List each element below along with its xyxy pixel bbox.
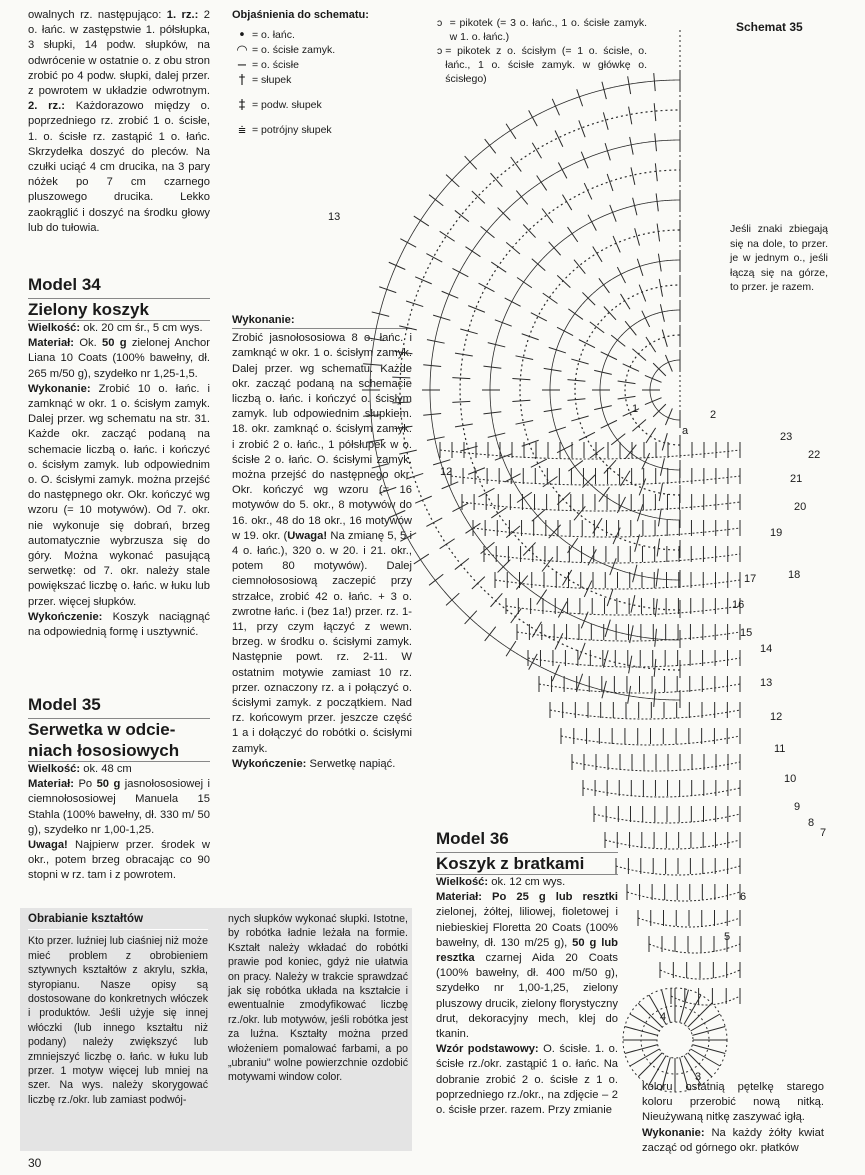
row-number-label: 3: [695, 1071, 702, 1083]
stitch-mark: [571, 416, 588, 421]
stitch-mark: [488, 433, 505, 437]
stitch-mark: [406, 473, 423, 479]
stitch-mark: [567, 380, 585, 382]
triple-treble-icon: ⩧: [238, 123, 246, 139]
stitch-mark: [628, 686, 631, 704]
stitch-mark: [516, 421, 534, 425]
border-row: [627, 892, 740, 901]
stitch-mark: [656, 193, 658, 211]
row-number-label: 17: [744, 573, 757, 585]
stitch-mark: [613, 236, 620, 253]
stitch-mark: [395, 426, 413, 428]
stitch-mark: [605, 143, 610, 160]
stitch-mark: [579, 643, 585, 660]
stitch-mark: [654, 73, 655, 91]
stitch-mark: [618, 396, 636, 399]
stitch-mark: [631, 595, 635, 613]
row-number-label: 15: [740, 627, 753, 639]
stitch-mark: [452, 503, 468, 511]
stitch-mark: [654, 103, 656, 121]
stitch-mark: [517, 492, 532, 502]
page-number: 30: [28, 1156, 42, 1170]
stitch-mark: [655, 163, 657, 181]
chain-stitch-icon: •: [238, 28, 246, 44]
stitch-mark: [603, 112, 608, 129]
stitch-mark: [511, 608, 522, 623]
border-row: [484, 554, 740, 563]
stitch-mark: [625, 445, 636, 459]
stitch-mark: [455, 424, 473, 427]
stitch-mark: [655, 599, 657, 617]
stitch-mark: [529, 110, 538, 126]
base-circle: [657, 1022, 693, 1058]
stitch-mark: [414, 216, 429, 226]
legend-label: = potrójny słupek: [252, 124, 332, 137]
stitch-mark: [491, 262, 506, 272]
stitch-mark: [603, 650, 608, 667]
stitch-mark: [590, 322, 604, 333]
stitch-mark: [506, 242, 520, 254]
row-number-label: 19: [770, 527, 783, 539]
stitch-mark: [562, 195, 571, 210]
stitch-mark: [452, 401, 470, 402]
stitch-mark: [392, 377, 410, 378]
stitch-mark: [366, 338, 384, 341]
stitch-mark: [633, 198, 637, 215]
stitch-mark: [584, 183, 592, 199]
stitch-mark: [433, 460, 450, 465]
stitch-mark: [446, 175, 459, 187]
stitch-mark: [426, 518, 442, 527]
model35-work: Wykonanie: Zrobić jasnołososiowa 8 o. łańc. i zamknąć w okr. 1 o. ścisłym zamyk. Dalej przer. wg schematu. Każde okr. zacząć podaną na schemacie liczbą o. łańc. i kończyć o. ścisłym zamyk. lub odpowiednim słupkiem. 18. okr. zamknąć o. ścisłym zamyk. i zrobić 2 o. łańc., 1 półsłupek w o. ścisłe 2 o. łańc. O. ścisłymi zamyk. można przejść do następnego okr. Okr. kończyć wg wzoru (= 16 motywów do 5. okr., 8 motywów do 16. okr., 48 do 18 okr., 16 motywów w 19. okr. (Uwaga! Na zmianę 5, 5 i 4 o. łańc.), 320 o. w 20. i 21. okr., potem 80 motywów). Dalej ciemnołososiową zaczepić przy strzałce, zrobić 42 o. łańc. + 3 o. zwrotne łańc. i (bez 1a!) przer. rz. 1-11, przy czym łączyć z wewn. brzeg. w środku o. ścisłymi zamyk. Następnie powt. rz. 2-11. W ostatnim motywie zamiast 10 rz. przer. oznaczony rz. a i połączyć o. ścisłymi zamyk. z początkiem. Nad rz. końcowym przer. jeszcze część 1 a i dołączyć do robótki o. ścisłymi zamyk. Wykończenie: Serwetkę napiąć.: [232, 314, 412, 770]
stitch-mark: [465, 156, 477, 169]
model36-title: Model 36: [436, 829, 509, 848]
stitch-mark: [423, 365, 441, 367]
stitch-mark: [452, 378, 470, 379]
stitch-mark: [568, 227, 578, 242]
stitch-mark: [427, 340, 445, 344]
stitch-mark: [543, 293, 558, 303]
stitch-mark: [658, 509, 661, 527]
base-spoke: [688, 1003, 712, 1027]
stitch-mark: [537, 175, 547, 190]
stitch-mark: [656, 569, 658, 587]
row-number-label: 11: [774, 743, 786, 755]
stitch-mark: [623, 364, 639, 371]
stitch-mark: [631, 167, 635, 185]
row-number-label: 1: [632, 403, 639, 415]
stitch-mark: [542, 557, 553, 571]
stitch-mark: [657, 224, 659, 242]
border-row: [583, 788, 740, 797]
legend-label: = o. ścisłe: [252, 59, 299, 72]
legend-label: = słupek: [252, 74, 292, 87]
legend-label: = o. łańc.: [252, 29, 295, 42]
stitch-mark: [543, 477, 558, 487]
model36-name: Koszyk z bratkami: [436, 853, 618, 875]
stitch-mark: [621, 471, 630, 486]
stitch-mark: [558, 602, 566, 618]
stitch-mark: [602, 82, 606, 99]
row-number-label: 23: [780, 431, 793, 443]
border-row: [605, 840, 740, 849]
stitch-mark: [465, 247, 480, 257]
stitch-mark: [506, 124, 516, 139]
stitch-mark: [655, 133, 657, 151]
row-number-label: 4: [660, 1011, 667, 1023]
stitch-mark: [568, 461, 583, 472]
border-row: [550, 710, 740, 719]
row-number-label: 7: [820, 827, 827, 839]
base-spoke: [692, 1027, 725, 1036]
stitch-mark: [406, 301, 423, 307]
model36-continued: koloru ostatnią pętelkę starego koloru przerobić nową nitką. Nieużywaną nitkę zaszywać igłą. Wykonanie: Na każdy żółty kwiat zacząć od górnego okr. płatków: [642, 1081, 824, 1154]
stitch-mark: [460, 446, 477, 451]
row-number-label: 21: [790, 473, 803, 485]
round-arc: [575, 285, 680, 495]
base-spoke: [684, 995, 701, 1024]
base-spoke: [638, 1003, 662, 1027]
row-number-label: 8: [808, 817, 815, 829]
base-spoke: [630, 1049, 659, 1066]
stitch-mark: [630, 137, 634, 155]
stitch-mark: [512, 400, 530, 401]
stitch-mark: [429, 195, 443, 206]
stitch-mark: [446, 593, 459, 605]
stitch-mark: [395, 351, 413, 353]
stitch-mark: [594, 370, 612, 374]
stitch-mark: [558, 162, 566, 178]
legend-title: Objaśnienia do schematu:: [232, 9, 369, 21]
stitch-mark: [488, 343, 505, 347]
stitch-mark: [498, 208, 511, 221]
stitch-mark: [630, 625, 634, 643]
row-number-label: 22: [808, 449, 821, 461]
stitch-mark: [621, 294, 630, 309]
stitch-mark: [544, 409, 562, 412]
stitch-mark: [392, 402, 410, 403]
stitch-mark: [633, 565, 637, 582]
stitch-mark: [522, 334, 539, 340]
stitch-mark: [468, 468, 485, 475]
row-number-label: 5: [724, 931, 731, 943]
stitch-mark: [582, 292, 595, 305]
stitch-mark: [440, 539, 455, 549]
intro-text: owalnych rz. następująco: 1. rz.: 2 o. łańc. w zastępstwie 1. półsłupka, 3 słupki, 14 podw. słupków, na odwrócenie w ostatnie o. z obu stron zrobić po 4 podw. słupki, dalej przer. z powrotem w układzie odwrotnym. 2. rz.: Każdorazowo między o. poprzedniego rz. zrobić 1 o. ścisłe, 1. o. ścisłe rz. zastąpić 1 o. łańc. Skrzydełka doszyć do pleców. Na czułki uciąć 4 cm drucika, na 3 pary nóżek po 7 cm czarnego pluszowego drucika. Lekko zaokrąglić i doszyć na środku głowy lub do tułowia.: [28, 9, 210, 234]
stitch-mark: [613, 528, 620, 545]
model34-name: Zielony koszyk: [28, 299, 210, 321]
border-row: [506, 606, 740, 615]
stitch-mark: [544, 368, 562, 371]
stitch-mark: [604, 306, 616, 319]
row-number-label: 20: [794, 501, 807, 513]
row-number-label: 9: [794, 801, 801, 813]
stitch-mark: [611, 335, 625, 346]
stitch-mark: [542, 208, 553, 222]
stitch-mark: [662, 433, 667, 450]
stitch-mark: [506, 641, 516, 656]
picot-sc-icon: ↄ: [437, 45, 443, 57]
stitch-mark: [452, 268, 468, 276]
sidebar-col1: Obrabianie kształtów Kto przer. luźniej lub ciaśniej niż może mieć problem z obrobieniem sztywnych kształtów z akrylu, szkła, styropianu. Nasze opisy są dostosowane do konkretnych włóczek i produktów. Jeśli użyje się innej włóczki (lub innego kształtu niż podany) należy zwiększyć lub zmniejszyć liczbę o. łańc. w łuku lub przer. 1 motyw więcej lub mniej na szer. Na wys. należy skorygować liczbę rz./okr. lub zamiast podwój-: [28, 913, 208, 1106]
sidebar-col2: nych słupków wykonać słupki. Istotne, by robótka ładnie leżała na formie. Kształt należy wkładać do robótki prawie pod koniec, gdyż nie ułatwia on pracy. Należy w trakcie sprawdzać jak się robótka układa na kształcie i ewentualnie zmodyfikować liczbę rz./okr. lub motywów, jeśli robótka jest za luźna. Kształty można przed włożeniem pomalować farbami, a po „ubraniu" wolne powierzchnie ozdobić motywami window color.: [228, 913, 408, 1084]
stitch-mark: [399, 326, 417, 330]
stitch-mark: [646, 428, 656, 443]
stitch-mark: [455, 353, 473, 356]
stitch-mark: [629, 107, 632, 125]
stitch-mark: [660, 304, 664, 322]
stitch-mark: [590, 447, 604, 458]
model35-section: Model 35 Serwetka w odcie- niach łososiowych Wielkość: ok. 48 cm Materiał: Po 50 g jasnołososiowej i ciemnołososiowej Manuela 15 Stahla (100% bawełny, dł. 330 m/ 50 g), szydełko nr 1,00-1,25. Uwaga! Najpierw przer. środek w okr., potem brzeg obracając co 90 stopni w rz. tam i z powrotem.: [28, 695, 211, 882]
stitch-mark: [366, 439, 384, 442]
model35-name-line1: Serwetka w odcie-: [28, 720, 176, 739]
stitch-mark: [511, 157, 522, 172]
legend-label: = podw. słupek: [252, 99, 322, 112]
double-crochet-icon: †: [238, 73, 246, 89]
stitch-mark: [400, 533, 416, 542]
round-arc: [400, 110, 680, 670]
base-spoke: [638, 1053, 662, 1077]
stitch-mark: [607, 174, 613, 191]
border-row: [649, 944, 740, 953]
stitch-mark: [602, 681, 606, 698]
stitch-mark: [455, 558, 469, 569]
row-number-label: 10: [784, 773, 797, 785]
treble-crochet-icon: ‡: [238, 98, 246, 114]
model35-title: Model 35: [28, 695, 101, 714]
stitch-mark: [632, 349, 646, 361]
stitch-mark: [537, 590, 547, 605]
stitch-mark: [472, 577, 485, 589]
row-number-label: 12: [440, 466, 453, 478]
base-spoke: [691, 1014, 720, 1031]
stitch-mark: [654, 689, 655, 707]
stitch-mark: [574, 506, 585, 520]
stitch-mark: [594, 406, 612, 410]
schema-title: Schemat 35: [736, 20, 803, 34]
stitch-mark: [639, 285, 646, 302]
stitch-mark: [658, 254, 661, 272]
stitch-mark: [593, 246, 602, 261]
row-number-label: 18: [788, 569, 801, 581]
picot-icon: ↄ: [437, 17, 443, 29]
row-number-label: 13: [328, 211, 341, 223]
schema-note: Jeśli znaki zbiegają się na dole, to przer. je w jednym o., jeśli łączą się na górze, to przer. je razem.: [730, 223, 828, 293]
base-spoke: [691, 1049, 720, 1066]
row-number-label: 14: [760, 643, 773, 655]
row-number-label: 16: [732, 599, 745, 611]
stitch-mark: [529, 654, 538, 670]
stitch-mark: [567, 399, 585, 401]
model36-section: Model 36 Koszyk z bratkami Wielkość: ok. 12 cm wys. Materiał: Po 25 g lub resztki zielonej, żółtej, liliowej, fioletowej i niebieskiej Floretta 20 Coats (100% bawełny, dł. 130 m/25 g), 50 g lub resztka czarnej Aida 20 Coats (100% bawełny, dł. 400 m/50 g), szydełko nr 1,00-1,25, zielony pluszowy drucik, zielony florystyczny drut, dekoracyjny mech, klej do tkanin. Wzór podstawowy: O. ścisłe. 1. o. ścisłe rz./okr. zastąpić 1 o. łańc. Na dobranie zrobić 2 o. ścisłe z 1 o. poprzedniego rz./okr., na zdjęcie – 2 o. ścisłe przer. razem. Przy zmianie: [436, 829, 618, 1117]
stitch-mark: [429, 574, 443, 585]
stitch-mark: [657, 539, 659, 557]
stitch-mark: [517, 278, 532, 288]
stitch-mark: [555, 633, 563, 649]
round-arc: [370, 80, 680, 700]
stitch-mark: [400, 239, 416, 248]
stitch-mark: [659, 483, 662, 501]
row-number-label: 13: [760, 677, 773, 689]
stitch-mark: [491, 173, 503, 187]
stitch-mark: [654, 659, 656, 677]
row-number-label: a: [682, 425, 689, 437]
stitch-mark: [483, 412, 501, 414]
stitch-mark: [423, 414, 441, 416]
stitch-mark: [562, 570, 571, 585]
stitch-mark: [605, 620, 610, 637]
sidebar-title: Obrabianie kształtów: [28, 912, 208, 930]
stitch-mark: [574, 260, 585, 274]
stitch-mark: [632, 419, 646, 431]
stitch-mark: [607, 589, 613, 606]
stitch-mark: [414, 554, 429, 564]
base-spoke: [630, 1014, 659, 1031]
stitch-mark: [660, 458, 664, 476]
stitch-mark: [491, 593, 503, 607]
stitch-mark: [363, 364, 381, 365]
stitch-mark: [440, 231, 455, 241]
stitch-mark: [485, 627, 496, 641]
stitch-mark: [628, 76, 631, 94]
row-number-label: 12: [770, 711, 783, 723]
model35-name-line2: niach łososiowych: [28, 740, 210, 762]
stitch-mark: [618, 381, 636, 384]
model34-section: Model 34 Zielony koszyk Wielkość: ok. 20 cm śr., 5 cm wys. Materiał: Ok. 50 g zielonej Anchor Liana 10 Coats (100% bawełny, dł. 265 m/50 g), szydełko nr 1,25-1,5. Wykonanie: Zrobić 10 o. łańc. i zamknąć w okr. 1 o. ścisłym zamyk. Dalej przer. wg schematu na str. 31. Każde okr. zacząć podaną na schemacie liczbą o. łańc. i kończyć o. ścisłym zamyk. lub odpowiednim o. O. ścisłymi zamyk. można przejść do następnego okr. Okr. kończyć wg wzoru (= 10 motywów). Od 7. okr. nie wykonuje się dobrań, brzeg automatycznie wybrzusza się do góry. Można wykonać pasującą serwetkę: od 7. okr. należy stale powiększać liczbę o. łańc. w łuku lub przer. więcej słupków. Wykończenie: Koszyk naciągnąć na odpowiednią formę i usztywnić.: [28, 275, 211, 639]
stitch-mark: [611, 434, 625, 445]
stitch-mark: [433, 315, 450, 320]
stitch-mark: [646, 337, 656, 352]
stitch-mark: [363, 415, 381, 416]
legend-label: = o. ścisłe zamyk.: [252, 44, 336, 57]
stitch-mark: [483, 366, 501, 368]
stitch-mark: [427, 437, 445, 441]
round-arc: [550, 260, 680, 520]
stitch-mark: [599, 278, 610, 293]
stitch-mark: [582, 475, 595, 488]
picot-legend: ↄ = pikotek (= 3 o. łańc., 1 o. ścisłe zamyk. w 1. o. łańc.) ↄ = pikotek z o. ścisłym (= 1 o. ścisłe, o. łańc., 1 o. ścisłe zamyk. w główkę o. ścisłego): [437, 17, 647, 85]
stitch-mark: [399, 450, 417, 454]
stitch-mark: [372, 464, 389, 468]
model34-title: Model 34: [28, 275, 101, 294]
stitch-mark: [568, 309, 583, 320]
stitch-mark: [629, 656, 632, 674]
row-number-label: 2: [710, 409, 717, 421]
stitch-mark: [579, 432, 595, 440]
stitch-mark: [625, 321, 636, 335]
stitch-mark: [465, 611, 477, 624]
stitch-mark: [372, 312, 389, 316]
stitch-mark: [635, 228, 640, 245]
stitch-mark: [599, 487, 610, 502]
stitch-mark: [415, 496, 432, 503]
slip-stitch-icon: ◠: [236, 43, 248, 59]
single-crochet-icon: −: [236, 58, 248, 74]
stitch-mark: [516, 356, 534, 360]
stitch-mark: [485, 139, 496, 153]
row-number-label: 6: [740, 891, 747, 903]
stitch-mark: [531, 459, 547, 467]
base-spoke: [625, 1027, 658, 1036]
stitch-mark: [472, 191, 485, 203]
stitch-mark: [512, 379, 530, 380]
stitch-mark: [532, 143, 541, 158]
stitch-mark: [655, 629, 657, 647]
stitch-mark: [659, 279, 662, 297]
